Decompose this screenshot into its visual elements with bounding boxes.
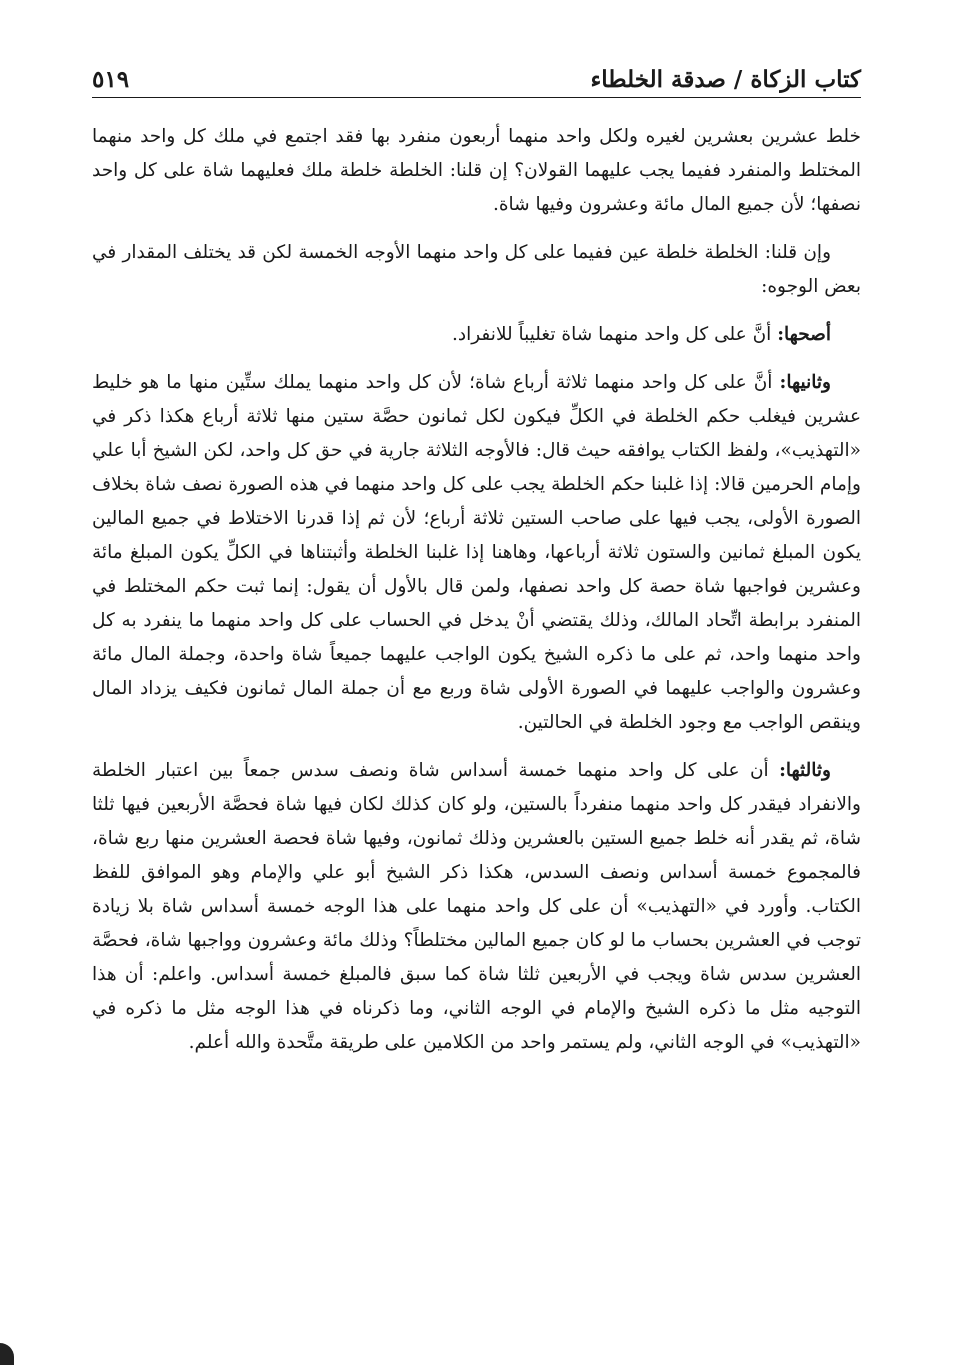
paragraph-text: أن على كل واحد منهما خمسة أسداس شاة ونصف سدس جمعاً بين اعتبار الخلطة والانفراد فيقدر كل واحد منهما منفرداً بالستين، ولو كان كذلك لكان فيها شاة فحصَّة الأربعين فيها ثلثا شاة، ثم يقدر أنه خلط جميع الستين بالعشرين وذلك ثمانون، وفيها شاة فحصة العشرين منها ربع شاة، فالمجموع خمسة أسداس ونصف السدس، هكذا ذكر الشيخ أبو علي والإمام وهو الموافق للفظ الكتاب. وأورد في «التهذيب» أن على كل واحد منهما على هذا الوجه خمسة أسداس شاة بلا زيادة توجب في العشرين بحساب ما لو كان جميع المالين مختلطاً؟ وذلك مائة وعشرون وواجبها شاة، فحصَّة العشرين سدس شاة ويجب في الأربعين ثلثا شاة كما سبق فالمبلغ خمسة أسداس. واعلم: أن هذا التوجيه مثل ما ذكره الشيخ والإمام في الوجه الثاني، وما ذكرناه في هذا الوجه مثل ما ذكره في «التهذيب» في الوجه الثاني، ولم يستمر واحد من الكلامين على طريقة متَّحدة والله أعلم. (92, 760, 861, 1053)
paragraph-text: أنَّ على كل واحد منهما ثلاثة أرباع شاة؛ لأن كل واحد منهما يملك ستِّين منها ما هو خليط عشرين فيغلب حكم الخلطة في الكلِّ فيكون لكل ثمانون حصَّة ستين منها ثلاثة أرباع هكذا ذكر في «التهذيب»، ولفظ الكتاب يوافقه حيث قال: فالأوجه الثلاثة جارية في حق كل واحد، لكن الشيخ أبا علي وإمام الحرمين قالا: إذا غلبنا حكم الخلطة يجب على كل واحد منهما في هذه الصورة نصف شاة بخلاف الصورة الأولى، يجب فيها على صاحب الستين ثلاثة أرباع؛ لأن ثم إذا قدرنا الاختلاط في جميع المالين يكون المبلغ ثمانين والستون ثلاثة أرباعها، وهاهنا إذا غلبنا الخلطة وأثبتناها في الكلِّ يكون المبلغ مائة وعشرين فواجبها شاة حصة كل واحد نصفها، ولمن قال بالأول أن يقول: إنما ثبت حكم المختلط في المنفرد برابطة اتِّحاد المالك، وذلك يقتضي أنْ يدخل في الحساب على كل واحد منهما ما ينفرد به كل واحد منهما واحد، ثم على ما ذكره الشيخ يكون الواجب عليهما جميعاً شاة واحدة، وجملة المال مائة وعشرون والواجب عليهما في الصورة الأولى شاة وربع مع أن جملة المال ثمانون فكيف يزداد المال وينقص الواجب مع وجود الخلطة في الحالتين. (92, 372, 861, 733)
running-header (92, 58, 861, 98)
paragraph-lead: أصحها: (777, 324, 831, 345)
paragraph-lead: وثالثها: (779, 760, 831, 781)
paragraph-text: أنَّ على كل واحد منهما شاة تغليباً للانفراد. (451, 324, 778, 345)
paragraph-lead: وثانيها: (779, 372, 831, 393)
page-number: ٥١٩ (92, 66, 130, 93)
paragraph (92, 366, 861, 740)
paragraph (92, 120, 861, 222)
paragraph-text: وإن قلنا: الخلطة خلطة عين ففيما على كل واحد منهما الأوجه الخمسة لكن قد يختلف المقدار في بعض الوجوه: (92, 242, 861, 297)
paragraph (92, 236, 861, 304)
paragraph (92, 754, 861, 1060)
scan-edge-mark (0, 1343, 14, 1365)
paragraph (92, 318, 861, 352)
paragraph-text: خلط عشرين بعشرين لغيره ولكل واحد منهما أربعون منفرد بها فقد اجتمع في ملك كل واحد منهما المختلط والمنفرد ففيما يجب عليهما القولان؟ إن قلنا: الخلطة خلطة ملك فعليهما شاة على كل واحد نصفها؛ لأن جميع المال مائة وعشرون وفيها شاة. (92, 126, 861, 215)
body-text (92, 120, 861, 1074)
running-title: كتاب الزكاة / صدقة الخلطاء (590, 66, 861, 93)
